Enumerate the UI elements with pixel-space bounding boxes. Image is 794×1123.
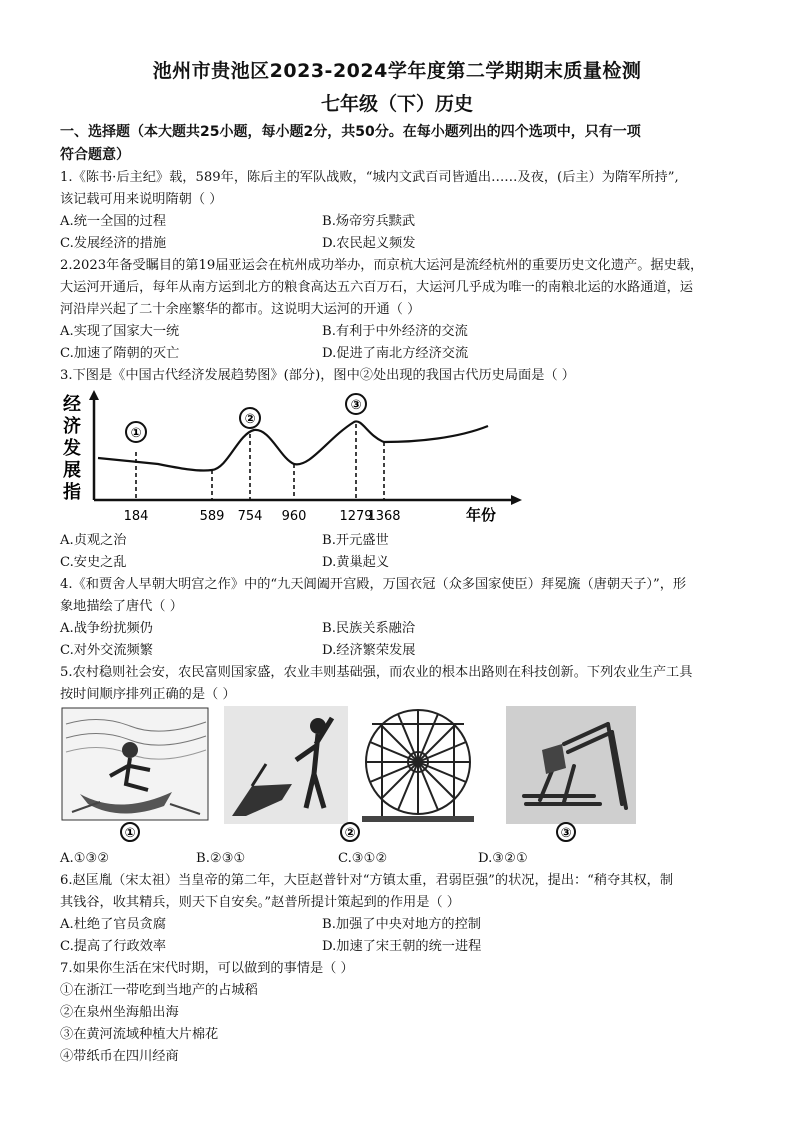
question-3-option-b[interactable]: B.开元盛世 [322, 533, 389, 548]
x-tick-label: 1368 [367, 509, 401, 524]
question-2-option-b[interactable]: B.有利于中外经济的交流 [322, 324, 468, 339]
question-1-stem-cont: 该记载可用来说明隋朝（ ） [60, 192, 223, 207]
question-1-option-d[interactable]: D.农民起义频发 [322, 236, 416, 251]
question-7-item: ②在泉州坐海船出海 [60, 1005, 179, 1020]
question-2-stem: 2.2023年备受瞩目的第19届亚运会在杭州成功举办，而京杭大运河是流经杭州的重要历史文化遗产。据史载， [60, 258, 704, 273]
y-axis-label-char: 指 [63, 482, 81, 503]
question-3-option-d[interactable]: D.黄巢起义 [322, 555, 390, 570]
question-2-stem-cont2: 河沿岸兴起了二十余座繁华的都市。这说明大运河的开通（ ） [60, 302, 421, 317]
marker-label: ② [244, 412, 256, 427]
question-5-option-a[interactable]: A.①③② [60, 851, 110, 866]
question-6-option-d[interactable]: D.加速了宋王朝的统一进程 [322, 939, 482, 954]
question-2-option-c[interactable]: C.加速了隋朝的灭亡 [60, 346, 180, 361]
question-6-option-b[interactable]: B.加强了中央对地方的控制 [322, 917, 481, 932]
question-5-option-d[interactable]: D.③②① [478, 851, 528, 866]
question-2-stem-cont: 大运河开通后，每年从南方运到北方的粮食高达五六百万石，大运河几乎成为唯一的南粮北运的水路通道，运 [60, 280, 693, 295]
section-heading-cont: 符合题意） [60, 147, 130, 163]
question-5-stem: 5.农村稳则社会安，农民富则国家盛，农业丰则基础强，而农业的根本出路则在科技创新。下列农业生产工具 [60, 665, 693, 680]
y-axis-label-char: 发 [63, 438, 81, 459]
question-4-option-c[interactable]: C.对外交流频繁 [60, 643, 153, 658]
question-5-option-c[interactable]: C.③①② [338, 851, 388, 866]
question-6-option-a[interactable]: A.杜绝了官员贪腐 [60, 917, 167, 932]
question-1-stem: 1.《陈书·后主纪》载，589年，陈后主的军队战败，“城内文武百司皆遁出……及夜，(后主）为隋军所持”, [60, 170, 679, 185]
tool-image-label: ② [344, 826, 356, 841]
question-2-option-a[interactable]: A.实现了国家大一统 [60, 324, 180, 339]
question-5-option-b[interactable]: B.②③① [196, 851, 246, 866]
question-6-option-c[interactable]: C.提高了行政效率 [60, 939, 167, 954]
chart-marks [98, 394, 488, 524]
tool-image-3 [504, 704, 638, 844]
question-6-stem-cont: 其钱谷，收其精兵，则天下自安矣。”赵普所提计策起到的作用是（ ） [60, 895, 460, 910]
economy-trend-chart [58, 388, 528, 526]
question-7-item: ①在浙江一带吃到当地产的占城稻 [60, 983, 258, 998]
x-axis-arrow [511, 495, 522, 505]
question-4-stem: 4.《和贾舍人早朝大明宫之作》中的“九天阊阖开宫殿，万国衣冠（众多国家使臣）拜冕旒（唐朝天子）”，形 [60, 577, 687, 592]
question-4-option-d[interactable]: D.经济繁荣发展 [322, 643, 416, 658]
question-5-stem-cont: 按时间顺序排列正确的是（ ） [60, 687, 236, 702]
question-1-option-c[interactable]: C.发展经济的措施 [60, 236, 167, 251]
marker-label: ③ [350, 398, 362, 413]
question-1-option-a[interactable]: A.统一全国的过程 [60, 214, 167, 229]
exam-subtitle: 七年级（下）历史 [320, 93, 473, 115]
tool-image-label: ③ [560, 826, 572, 841]
question-3-option-c[interactable]: C.安史之乱 [60, 555, 127, 570]
y-axis-label-char: 经 [63, 394, 81, 415]
y-axis-label-char: 展 [63, 460, 81, 481]
question-6-stem: 6.赵匡胤（宋太祖）当皇帝的第二年，大臣赵普针对“方镇太重，君弱臣强”的状况，提出：“稍夺其权，制 [60, 873, 674, 888]
y-axis-arrow [89, 390, 99, 400]
x-tick-label: 1279 [339, 509, 373, 524]
tool-image-label: ① [124, 826, 136, 841]
question-7-item: ③在黄河流域种植大片棉花 [60, 1027, 219, 1042]
section-heading: 一、选择题（本大题共25小题，每小题2分，共50分。在每小题列出的四个选项中，只有一项 [60, 124, 641, 140]
tool-image-1 [60, 704, 210, 844]
question-1-option-b[interactable]: B.炀帝穷兵黩武 [322, 214, 416, 229]
marker-label: ① [130, 426, 142, 441]
question-4-option-a[interactable]: A.战争纷扰频仍 [60, 621, 153, 636]
question-7-stem: 7.如果你生活在宋代时期，可以做到的事情是（ ） [60, 961, 354, 976]
question-4-option-b[interactable]: B.民族关系融洽 [322, 621, 416, 636]
x-tick-label: 184 [123, 509, 149, 524]
question-3-stem: 3.下图是《中国古代经济发展趋势图》(部分)，图中②处出现的我国古代历史局面是（ ） [60, 368, 575, 383]
question-3-option-a[interactable]: A.贞观之治 [60, 533, 127, 548]
x-axis-label: 年份 [465, 506, 496, 524]
question-2-option-d[interactable]: D.促进了南北方经济交流 [322, 346, 469, 361]
x-tick-label: 960 [281, 509, 307, 524]
question-7-item: ④带纸币在四川经商 [60, 1049, 179, 1064]
tool-image-2 [222, 704, 482, 844]
question-4-stem-cont: 象地描绘了唐代（ ） [60, 599, 183, 614]
exam-title: 池州市贵池区2023-2024学年度第二学期期末质量检测 [152, 60, 642, 82]
x-tick-label: 589 [199, 509, 225, 524]
y-axis-label-char: 济 [63, 416, 81, 437]
trend-line [98, 421, 488, 470]
x-tick-label: 754 [237, 509, 263, 524]
